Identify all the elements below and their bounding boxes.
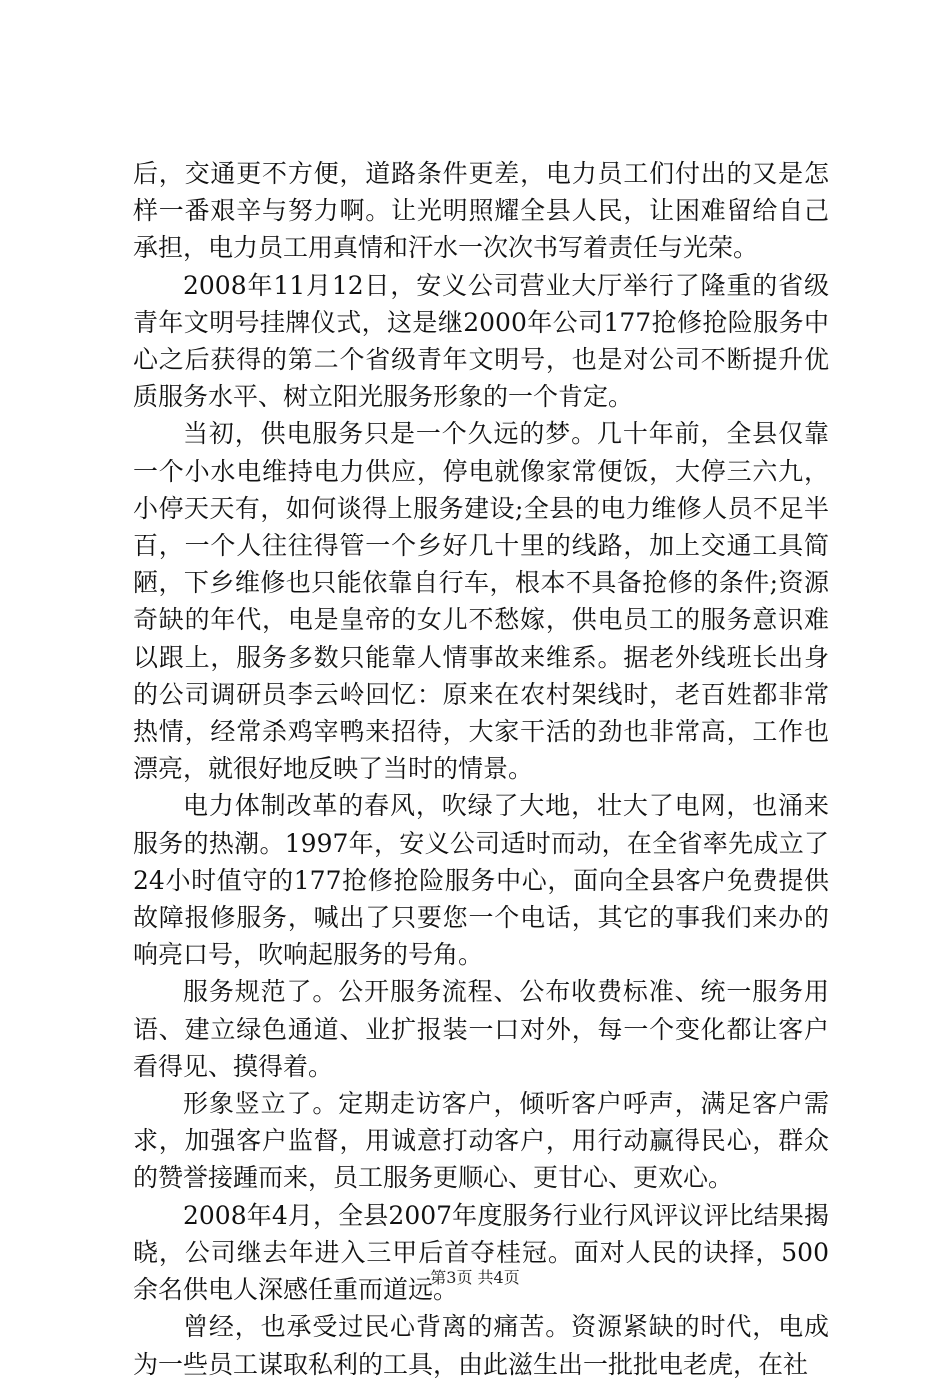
paragraph-2: 2008年11月12日，安义公司营业大厅举行了隆重的省级青年文明号挂牌仪式，这是继2000年公司177抢修抢险服务中心之后获得的第二个省级青年文明号，也是对公司不断提升优质服务水平、树立阳光服务形象的一个肯定。 <box>133 270 829 412</box>
paragraph-1: 后，交通更不方便，道路条件更差，电力员工们付出的又是怎样一番艰辛与努力啊。让光明照耀全县人民，让困难留给自己承担，电力员工用真情和汗水一次次书写着责任与光荣。 <box>133 159 829 263</box>
paragraph-8: 曾经，也承受过民心背离的痛苦。资源紧缺的时代，电成为一些员工谋取私利的工具，由此滋生出一批批电老虎，在社 <box>133 1312 829 1379</box>
paragraph-7: 2008年4月，全县2007年度服务行业行风评议评比结果揭晓，公司继去年进入三甲后首夺桂冠。面对人民的诀择，500余名供电人深感任重而道远。 <box>133 1200 829 1305</box>
paragraph-5: 服务规范了。公开服务流程、公布收费标准、统一服务用语、建立绿色通道、业扩报装一口对外，每一个变化都让客户看得见、摸得着。 <box>133 977 829 1081</box>
document-body <box>133 155 829 1383</box>
paragraph-6: 形象竖立了。定期走访客户，倾听客户呼声，满足客户需求，加强客户监督，用诚意打动客户，用行动赢得民心，群众的赞誉接踵而来，员工服务更顺心、更甘心、更欢心。 <box>133 1089 829 1193</box>
page-footer: 第3页 共4页 <box>430 1268 520 1287</box>
paragraph-4: 电力体制改革的春风，吹绿了大地，壮大了电网，也涌来服务的热潮。1997年，安义公司适时而动，在全省率先成立了24小时值守的177抢修抢险服务中心，面向全县客户免费提供故障报修服务，喊出了只要您一个电话，其它的事我们来办的响亮口号，吹响起服务的号角。 <box>133 791 829 970</box>
paragraph-3: 当初，供电服务只是一个久远的梦。几十年前，全县仅靠一个小水电维持电力供应，停电就像家常便饭，大停三六九，小停天天有，如何谈得上服务建设;全县的电力维修人员不足半百，一个人往往得管一个乡好几十里的线路，加上交通工具简陋，下乡维修也只能依靠自行车，根本不具备抢修的条件;资源奇缺的年代，电是皇帝的女儿不愁嫁，供电员工的服务意识难以跟上，服务多数只能靠人情事故来维系。据老外线班长出身的公司调研员李云岭回忆：原来在农村架线时，老百姓都非常热情，经常杀鸡宰鸭来招待，大家干活的劲也非常高，工作也漂亮，就很好地反映了当时的情景。 <box>133 419 829 784</box>
